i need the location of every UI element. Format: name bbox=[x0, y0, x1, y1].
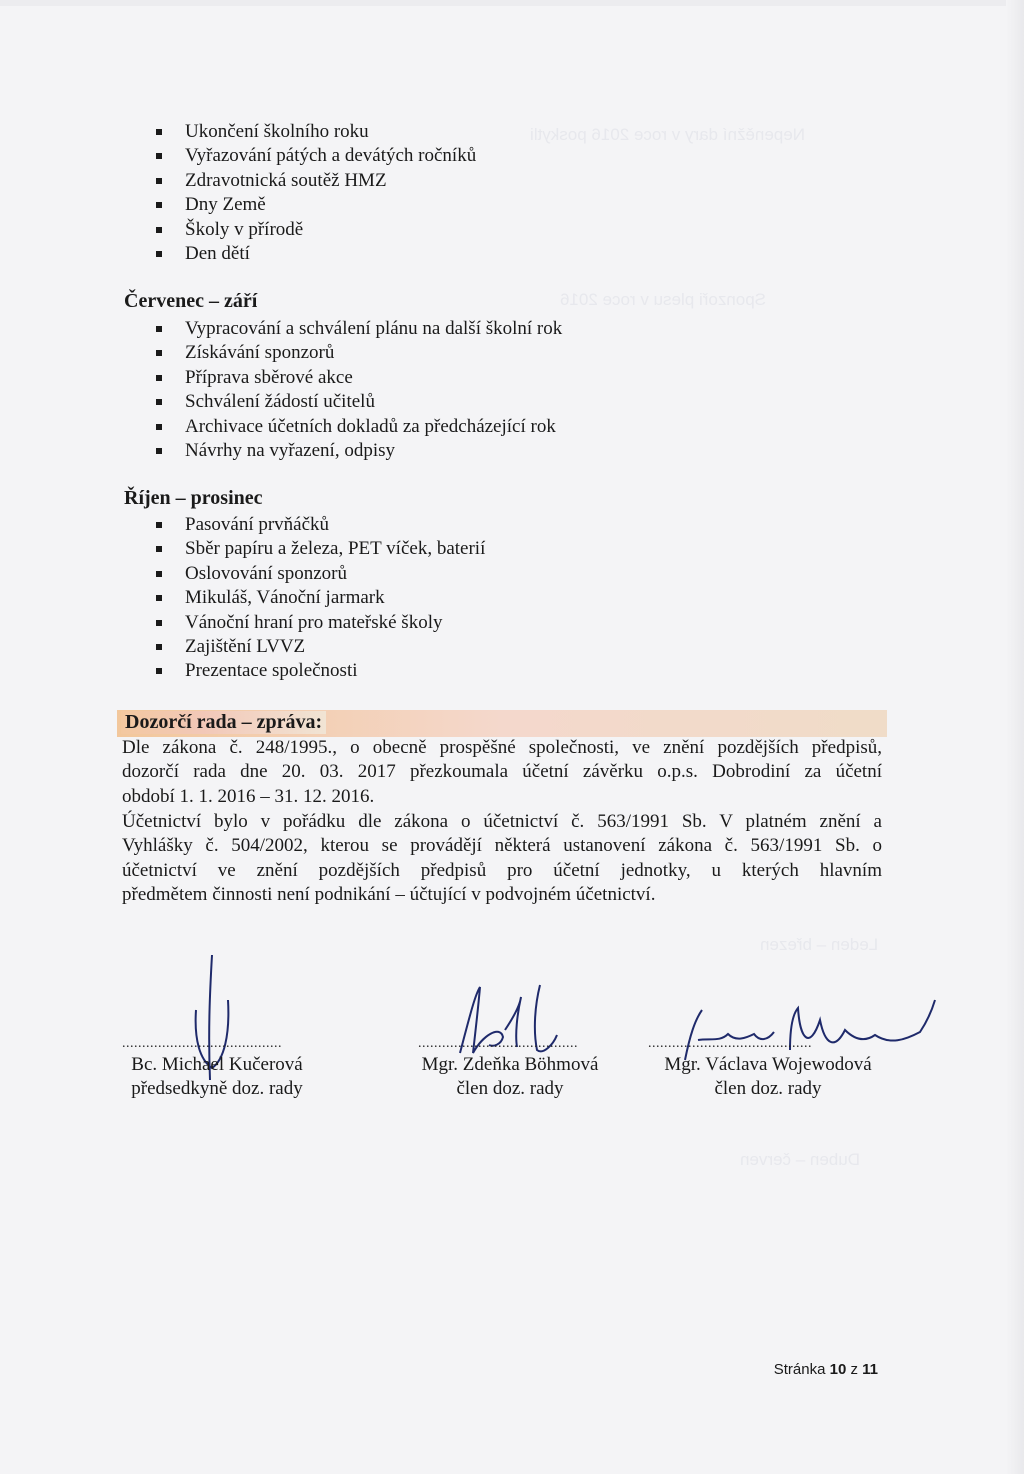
bullet-icon bbox=[156, 644, 162, 650]
signatory-name: Bc. Michael Kučerová bbox=[131, 1054, 303, 1075]
signatory-1 bbox=[112, 1053, 322, 1101]
list-item: Vypracování a schválení plánu na další školní rok bbox=[156, 317, 562, 341]
list-item: Mikuláš, Vánoční jarmark bbox=[156, 586, 485, 610]
list-rijen bbox=[156, 513, 485, 684]
bleed-through: Duben – červen bbox=[740, 1150, 861, 1169]
section-heading: Červenec – září bbox=[124, 290, 258, 312]
paragraph-line: období 1. 1. 2016 – 31. 12. 2016. bbox=[122, 785, 375, 807]
list-item: Prezentace společnosti bbox=[156, 659, 485, 683]
list-item: Zajištění LVVZ bbox=[156, 635, 485, 659]
bullet-icon bbox=[156, 522, 162, 528]
bullet-icon bbox=[156, 129, 162, 135]
paragraph-line: Dle zákona č. 248/1995., o obecně prospěšné společnosti, ve znění pozdějších předpisů, bbox=[122, 737, 882, 758]
signatory-name: Mgr. Zdeňka Böhmová bbox=[421, 1054, 599, 1075]
list-item: Dny Země bbox=[156, 193, 476, 217]
list-item: Získávání sponzorů bbox=[156, 341, 562, 365]
scan-edge-top bbox=[0, 0, 1024, 6]
list-item: Školy v přírodě bbox=[156, 218, 476, 242]
list-item: Příprava sběrové akce bbox=[156, 366, 562, 390]
section-heading-dozorci-rada: Dozorčí rada – zpráva: bbox=[121, 711, 326, 734]
paragraph-line: Vyhlášky č. 504/2002, kterou se provádějí některá ustanovení zákona č. 563/1991 Sb. o bbox=[122, 835, 882, 857]
bullet-icon bbox=[156, 546, 162, 552]
list-cervenec bbox=[156, 317, 562, 463]
bullet-icon bbox=[156, 668, 162, 674]
bullet-icon bbox=[156, 326, 162, 332]
signatory-role: člen doz. rady bbox=[456, 1078, 564, 1099]
signature-line: ........................................ bbox=[122, 1036, 282, 1051]
bleed-through: Nepeněžní dary v roce 2016 poskytli bbox=[530, 125, 805, 144]
paragraph-line: Účetnictví bylo v pořádku dle zákona o účetnictví č. 563/1991 Sb. V platném znění a bbox=[122, 811, 882, 832]
signatory-2 bbox=[405, 1053, 615, 1101]
bullet-icon bbox=[156, 375, 162, 381]
bullet-icon bbox=[156, 227, 162, 233]
bullet-icon bbox=[156, 399, 162, 405]
bullet-icon bbox=[156, 153, 162, 159]
list-item: Den dětí bbox=[156, 242, 476, 266]
scan-edge-right bbox=[1006, 0, 1024, 1474]
paragraph-line: předmětem činnosti není podnikání – účtující v podvojném účetnictví. bbox=[122, 884, 656, 906]
bleed-through: Leden – březen bbox=[760, 935, 879, 954]
paragraph-2 bbox=[122, 810, 882, 908]
bullet-icon bbox=[156, 595, 162, 601]
list-item: Návrhy na vyřazení, odpisy bbox=[156, 439, 562, 463]
list-item: Zdravotnická soutěž HMZ bbox=[156, 169, 476, 193]
signature-line: ......................................... bbox=[648, 1036, 812, 1051]
list-item: Vyřazování pátých a devátých ročníků bbox=[156, 144, 476, 168]
bullet-icon bbox=[156, 202, 162, 208]
list-item: Archivace účetních dokladů za předcházející rok bbox=[156, 415, 562, 439]
bullet-icon bbox=[156, 178, 162, 184]
signatory-role: předsedkyně doz. rady bbox=[131, 1078, 303, 1099]
bleed-through: Sponzoři plesu v roce 2016 bbox=[560, 290, 767, 309]
page-number: Stránka 10 z 11 bbox=[773, 1361, 878, 1378]
section-heading: Říjen – prosinec bbox=[124, 487, 263, 509]
paragraph-1 bbox=[122, 736, 882, 809]
list-item: Oslovování sponzorů bbox=[156, 562, 485, 586]
paragraph-line: účetnictví ve znění pozdějších předpisů pro účetní jednotky, u kterých hlavním bbox=[122, 859, 882, 881]
list-item: Pasování prvňáčků bbox=[156, 513, 485, 537]
list-item: Schválení žádostí učitelů bbox=[156, 390, 562, 414]
bullet-icon bbox=[156, 571, 162, 577]
bullet-icon bbox=[156, 620, 162, 626]
bullet-icon bbox=[156, 251, 162, 257]
list-item: Ukončení školního roku bbox=[156, 120, 476, 144]
bullet-icon bbox=[156, 350, 162, 356]
signatory-3 bbox=[648, 1053, 888, 1101]
signatory-role: člen doz. rady bbox=[714, 1078, 822, 1099]
signatory-name: Mgr. Václava Wojewodová bbox=[664, 1054, 872, 1075]
signature-line: ........................................ bbox=[418, 1036, 578, 1051]
list-item: Sběr papíru a železa, PET víček, baterií bbox=[156, 537, 485, 561]
bullet-icon bbox=[156, 448, 162, 454]
list-top bbox=[156, 120, 476, 266]
list-item: Vánoční hraní pro mateřské školy bbox=[156, 611, 485, 635]
bullet-icon bbox=[156, 424, 162, 430]
paragraph-line: dozorčí rada dne 20. 03. 2017 přezkoumala účetní závěrku o.p.s. Dobrodiní za účetní bbox=[122, 761, 882, 783]
